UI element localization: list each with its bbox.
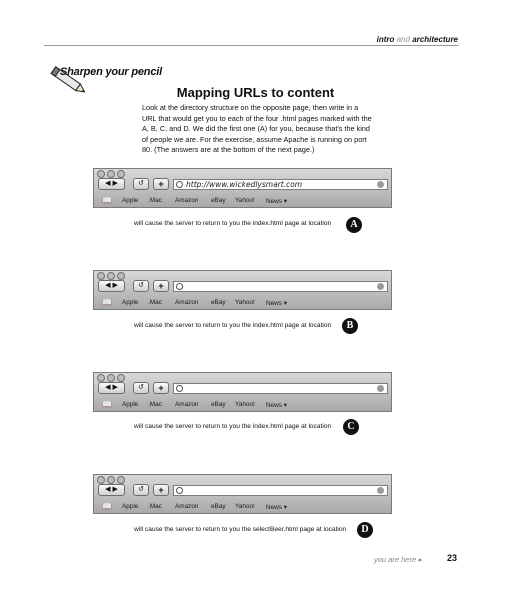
header-architecture: architecture bbox=[412, 35, 458, 44]
add-bookmark-button[interactable]: + bbox=[153, 382, 169, 394]
bookmarks-book-icon[interactable]: 📖 bbox=[102, 196, 112, 205]
bookmark-amazon[interactable]: Amazon bbox=[175, 197, 199, 204]
bookmark-apple[interactable]: Apple bbox=[122, 197, 139, 204]
bookmark-apple[interactable]: Apple bbox=[122, 503, 139, 510]
bookmark-news[interactable]: News ▾ bbox=[266, 300, 287, 307]
caption-a: will cause the server to return to you the index.html page at location bbox=[134, 220, 332, 227]
clear-icon[interactable] bbox=[377, 487, 384, 494]
instructions: Look at the directory structure on the opposite page, then write in a URL that would get you to each of the four .html pages marked with the A, B, C, and D. We did the first one (A) for you, because that's the kind of people we are. For the exercise, assume Apache is running on port 80. (The answers are at the bottom of the next page.) bbox=[142, 103, 372, 154]
add-bookmark-button[interactable]: + bbox=[153, 280, 169, 292]
minimize-light[interactable] bbox=[107, 374, 115, 382]
bookmark-ebay[interactable]: eBay bbox=[211, 401, 226, 408]
bookmark-amazon[interactable]: Amazon bbox=[175, 503, 199, 510]
window-controls bbox=[97, 272, 125, 280]
minimize-light[interactable] bbox=[107, 272, 115, 280]
bookmark-apple[interactable]: Apple bbox=[122, 401, 139, 408]
reload-button[interactable]: ↺ bbox=[133, 484, 149, 496]
globe-icon bbox=[176, 487, 183, 494]
you-are-here: you are here ▸ bbox=[374, 555, 422, 564]
bookmarks-book-icon[interactable]: 📖 bbox=[102, 502, 112, 511]
close-light[interactable] bbox=[97, 374, 105, 382]
browser-window-b bbox=[93, 270, 392, 310]
page-number: 23 bbox=[447, 553, 458, 563]
clear-icon[interactable] bbox=[377, 283, 384, 290]
location-badge-c: C bbox=[343, 419, 359, 435]
caption-d: will cause the server to return to you the selectBeer.html page at location bbox=[134, 526, 347, 533]
bookmark-mac[interactable]: .Mac bbox=[148, 299, 162, 306]
bookmark-ebay[interactable]: eBay bbox=[211, 299, 226, 306]
close-light[interactable] bbox=[97, 272, 105, 280]
bookmarks-bar bbox=[94, 500, 391, 514]
browser-window-c bbox=[93, 372, 392, 412]
caption-c: will cause the server to return to you the index.html page at location bbox=[134, 423, 332, 430]
globe-icon bbox=[176, 385, 183, 392]
bookmark-mac[interactable]: .Mac bbox=[148, 197, 162, 204]
location-badge-d: D bbox=[357, 522, 373, 538]
caption-b: will cause the server to return to you the index.html page at location bbox=[134, 322, 332, 329]
browser-window-a bbox=[93, 168, 392, 208]
back-forward-button[interactable]: ◀ ▶ bbox=[98, 484, 125, 496]
minimize-light[interactable] bbox=[107, 476, 115, 484]
reload-button[interactable]: ↺ bbox=[133, 280, 149, 292]
bookmark-yahoo[interactable]: Yahoo! bbox=[235, 299, 255, 306]
add-bookmark-button[interactable]: + bbox=[153, 484, 169, 496]
bookmark-yahoo[interactable]: Yahoo! bbox=[235, 197, 255, 204]
bookmark-mac[interactable]: .Mac bbox=[148, 401, 162, 408]
url-text: http://www.wickedlysmart.com bbox=[186, 180, 303, 189]
globe-icon bbox=[176, 181, 183, 188]
bookmarks-bar bbox=[94, 194, 391, 208]
bookmarks-book-icon[interactable]: 📖 bbox=[102, 298, 112, 307]
bookmark-news[interactable]: News ▾ bbox=[266, 402, 287, 409]
bookmark-mac[interactable]: .Mac bbox=[148, 503, 162, 510]
back-forward-button[interactable]: ◀ ▶ bbox=[98, 280, 125, 292]
bookmarks-bar bbox=[94, 296, 391, 310]
zoom-light[interactable] bbox=[117, 272, 125, 280]
window-controls bbox=[97, 170, 125, 178]
location-badge-b: B bbox=[342, 318, 358, 334]
bookmark-news[interactable]: News ▾ bbox=[266, 198, 287, 205]
running-header bbox=[377, 35, 458, 44]
window-controls bbox=[97, 374, 125, 382]
close-light[interactable] bbox=[97, 170, 105, 178]
back-forward-button[interactable]: ◀ ▶ bbox=[98, 382, 125, 394]
bookmark-amazon[interactable]: Amazon bbox=[175, 401, 199, 408]
zoom-light[interactable] bbox=[117, 170, 125, 178]
back-forward-button[interactable]: ◀ ▶ bbox=[98, 178, 125, 190]
reload-button[interactable]: ↺ bbox=[133, 178, 149, 190]
bookmark-amazon[interactable]: Amazon bbox=[175, 299, 199, 306]
url-field[interactable] bbox=[173, 383, 388, 394]
zoom-light[interactable] bbox=[117, 476, 125, 484]
bookmark-news[interactable]: News ▾ bbox=[266, 504, 287, 511]
bookmarks-book-icon[interactable]: 📖 bbox=[102, 400, 112, 409]
location-badge-a: A bbox=[346, 217, 362, 233]
minimize-light[interactable] bbox=[107, 170, 115, 178]
header-and: and bbox=[396, 35, 410, 44]
add-bookmark-button[interactable]: + bbox=[153, 178, 169, 190]
globe-icon bbox=[176, 283, 183, 290]
url-field[interactable] bbox=[173, 179, 388, 190]
bookmarks-bar bbox=[94, 398, 391, 412]
browser-window-d bbox=[93, 474, 392, 514]
header-rule bbox=[44, 45, 459, 46]
header-intro: intro bbox=[376, 35, 395, 44]
page-title: Mapping URLs to content bbox=[176, 85, 335, 100]
sharpen-pencil-label: Sharpen your pencil bbox=[60, 66, 162, 78]
bookmark-yahoo[interactable]: Yahoo! bbox=[235, 401, 255, 408]
close-light[interactable] bbox=[97, 476, 105, 484]
window-controls bbox=[97, 476, 125, 484]
url-field[interactable] bbox=[173, 281, 388, 292]
bookmark-ebay[interactable]: eBay bbox=[211, 197, 226, 204]
bookmark-apple[interactable]: Apple bbox=[122, 299, 139, 306]
clear-icon[interactable] bbox=[377, 385, 384, 392]
bookmark-ebay[interactable]: eBay bbox=[211, 503, 226, 510]
zoom-light[interactable] bbox=[117, 374, 125, 382]
bookmark-yahoo[interactable]: Yahoo! bbox=[235, 503, 255, 510]
reload-button[interactable]: ↺ bbox=[133, 382, 149, 394]
url-field[interactable] bbox=[173, 485, 388, 496]
clear-icon[interactable] bbox=[377, 181, 384, 188]
